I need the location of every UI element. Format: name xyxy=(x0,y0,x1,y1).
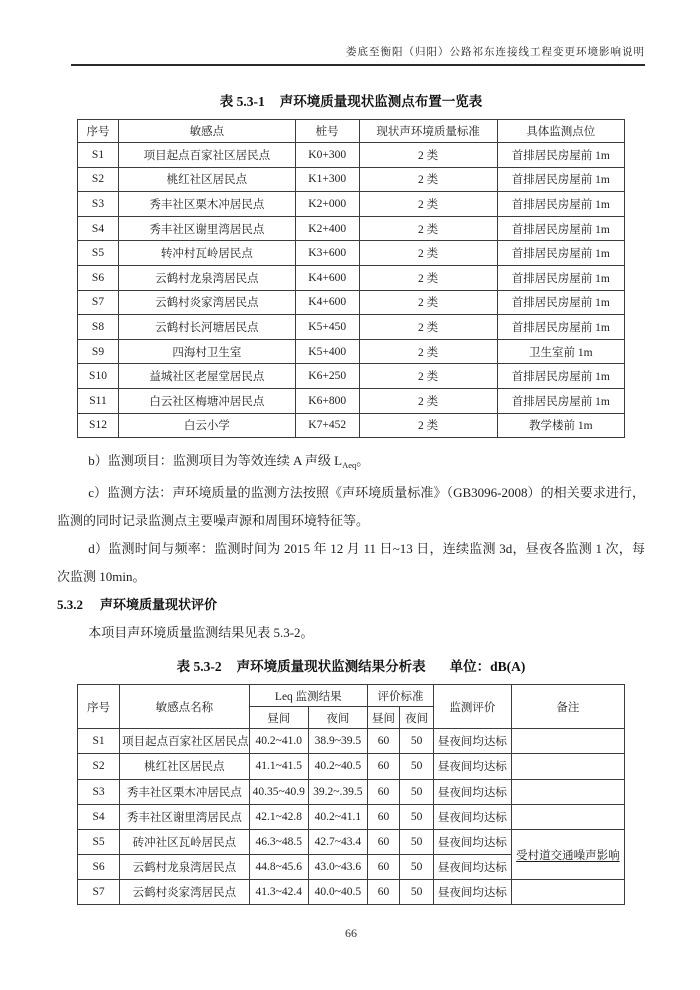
table2-title xyxy=(57,655,645,675)
table-cell: 2 类 xyxy=(359,241,497,266)
column-group-standard: 评价标准 xyxy=(367,685,433,707)
table-cell: 项目起点百家社区居民点 xyxy=(120,729,250,754)
table-cell: 白云社区梅塘冲居民点 xyxy=(119,388,296,413)
table-cell: 秀丰社区栗木冲居民点 xyxy=(120,779,250,804)
table-cell: K4+600 xyxy=(295,265,359,290)
table-cell: 秀丰社区栗木冲居民点 xyxy=(119,192,296,217)
table-cell: 首排居民房屋前 1m xyxy=(497,290,624,315)
column-header-note: 备注 xyxy=(511,685,624,729)
table-row xyxy=(78,804,625,829)
note-cell xyxy=(511,754,624,779)
table-cell: 2 类 xyxy=(359,290,497,315)
column-header-std-night: 夜间 xyxy=(400,707,434,729)
table-cell: 首排居民房屋前 1m xyxy=(497,388,624,413)
table-cell: 昼夜间均达标 xyxy=(434,754,512,779)
table-cell: S4 xyxy=(78,804,120,829)
table-cell: 首排居民房屋前 1m xyxy=(497,216,624,241)
column-header: 敏感点 xyxy=(119,120,296,143)
column-header: 具体监测点位 xyxy=(497,120,624,143)
table-row xyxy=(78,779,625,804)
table-cell: 2 类 xyxy=(359,265,497,290)
table-cell: K4+600 xyxy=(295,290,359,315)
table-cell: S10 xyxy=(78,364,119,389)
table-cell: 四海村卫生室 xyxy=(119,339,296,364)
table-cell: S6 xyxy=(78,265,119,290)
table-cell: 首排居民房屋前 1m xyxy=(497,364,624,389)
monitoring-points-table xyxy=(77,119,625,438)
table-row xyxy=(78,315,625,340)
table-cell: 转冲村瓦岭居民点 xyxy=(119,241,296,266)
page-header xyxy=(57,44,645,66)
table-cell: 益城社区老屋堂居民点 xyxy=(119,364,296,389)
column-header: 桩号 xyxy=(295,120,359,143)
table-cell: 昼夜间均达标 xyxy=(434,880,512,905)
table-row xyxy=(78,143,625,168)
paragraph-c: c）监测方法：声环境质量的监测方法按照《声环境质量标准》（GB3096-2008）的相关要求进行，监测的同时记录监测点主要噪声源和周围环境特征等。 xyxy=(57,485,645,529)
table-cell: 砖冲社区瓦岭居民点 xyxy=(120,829,250,854)
note-cell: 受村道交通噪声影响 xyxy=(511,829,624,879)
table-cell: 46.3~48.5 xyxy=(249,829,308,854)
page-number: 66 xyxy=(345,926,357,941)
table-cell: S11 xyxy=(78,388,119,413)
table-cell: 2 类 xyxy=(359,167,497,192)
table-cell: 50 xyxy=(400,729,434,754)
table-row xyxy=(78,880,625,905)
table-cell: 2 类 xyxy=(359,339,497,364)
table-cell: 秀丰社区谢里湾居民点 xyxy=(119,216,296,241)
table-cell: K6+800 xyxy=(295,388,359,413)
table-cell: K2+000 xyxy=(295,192,359,217)
table-row xyxy=(78,729,625,754)
subscript-aeq: Aeq xyxy=(342,460,357,471)
column-header-name: 敏感点名称 xyxy=(120,685,250,729)
paragraph-b xyxy=(57,447,645,479)
table-row xyxy=(78,167,625,192)
table2-title-label: 表 5.3-2 xyxy=(176,659,222,675)
table1-title-text: 声环境质量现状监测点布置一览表 xyxy=(279,94,483,109)
table-cell: 50 xyxy=(400,880,434,905)
paragraph-b-end: 。 xyxy=(356,453,370,469)
table2-title-text: 声环境质量现状监测结果分析表 xyxy=(236,659,426,675)
table-cell: S2 xyxy=(78,754,120,779)
table-cell: K5+450 xyxy=(295,315,359,340)
paragraph-b-text: b）监测项目：监测项目为等效连续 A 声级 L xyxy=(88,453,343,469)
table-cell: 42.7~43.4 xyxy=(308,829,367,854)
column-header-index: 序号 xyxy=(78,685,120,729)
paragraph-intro-table2: 本项目声环境质量监测结果见表 5.3-2。 xyxy=(88,625,314,641)
table-cell: 44.8~45.6 xyxy=(249,855,308,880)
table-cell: 昼夜间均达标 xyxy=(434,855,512,880)
table-row xyxy=(78,754,625,779)
table-cell: K5+400 xyxy=(295,339,359,364)
table1-title-label: 表 5.3-1 xyxy=(219,94,265,109)
table-row xyxy=(78,265,625,290)
table-cell: K3+600 xyxy=(295,241,359,266)
table-cell: 昼夜间均达标 xyxy=(434,829,512,854)
table-cell: 2 类 xyxy=(359,388,497,413)
table-cell: S4 xyxy=(78,216,119,241)
table1-header-row xyxy=(78,120,625,143)
table-cell: 首排居民房屋前 1m xyxy=(497,192,624,217)
table-row xyxy=(78,829,625,854)
table-cell: S1 xyxy=(78,729,120,754)
table2-unit-label: 单位：dB(A) xyxy=(449,659,526,675)
table-row xyxy=(78,413,625,438)
table-cell: 40.35~40.9 xyxy=(249,779,308,804)
table-cell: 50 xyxy=(400,829,434,854)
table-cell: 首排居民房屋前 1m xyxy=(497,167,624,192)
table-cell: S5 xyxy=(78,241,119,266)
column-header-std-day: 昼间 xyxy=(367,707,399,729)
column-header-leq-night: 夜间 xyxy=(308,707,367,729)
table-cell: 60 xyxy=(367,754,399,779)
section-number: 5.3.2 xyxy=(57,597,83,613)
table-cell: 40.2~41.1 xyxy=(308,804,367,829)
table-cell: 40.0~40.5 xyxy=(308,880,367,905)
table-cell: S1 xyxy=(78,143,119,168)
table-cell: 40.2~41.0 xyxy=(249,729,308,754)
table-cell: 60 xyxy=(367,855,399,880)
note-cell xyxy=(511,804,624,829)
paragraph-d: d）监测时间与频率：监测时间为 2015 年 12 月 11 日~13 日，连续监测 3d，昼夜各监测 1 次，每次监测 10min。 xyxy=(57,541,645,585)
table-cell: 42.1~42.8 xyxy=(249,804,308,829)
table-cell: 60 xyxy=(367,829,399,854)
table-cell: S8 xyxy=(78,315,119,340)
table-cell: 云鹤村龙泉湾居民点 xyxy=(119,265,296,290)
table-cell: 首排居民房屋前 1m xyxy=(497,143,624,168)
table-cell: K2+400 xyxy=(295,216,359,241)
table-cell: K0+300 xyxy=(295,143,359,168)
table-row xyxy=(78,388,625,413)
table-cell: 卫生室前 1m xyxy=(497,339,624,364)
table-row xyxy=(78,364,625,389)
table-cell: 2 类 xyxy=(359,216,497,241)
table-cell: 39.2~.39.5 xyxy=(308,779,367,804)
table-cell: 43.0~43.6 xyxy=(308,855,367,880)
column-header: 现状声环境质量标准 xyxy=(359,120,497,143)
table-cell: K6+250 xyxy=(295,364,359,389)
table2-header-row-1 xyxy=(78,685,625,707)
table-cell: 60 xyxy=(367,804,399,829)
table-cell: 40.2~40.5 xyxy=(308,754,367,779)
table-cell: 首排居民房屋前 1m xyxy=(497,315,624,340)
monitoring-results-table xyxy=(77,684,625,905)
table-cell: 50 xyxy=(400,779,434,804)
table-row xyxy=(78,290,625,315)
table1-title xyxy=(57,90,645,110)
table-cell: 云鹤村长河塘居民点 xyxy=(119,315,296,340)
column-group-leq: Leq 监测结果 xyxy=(249,685,367,707)
table-cell: 50 xyxy=(400,804,434,829)
table-cell: 2 类 xyxy=(359,143,497,168)
table-cell: S6 xyxy=(78,855,120,880)
table-cell: 60 xyxy=(367,880,399,905)
column-header-leq-day: 昼间 xyxy=(249,707,308,729)
table-cell: 41.3~42.4 xyxy=(249,880,308,905)
note-cell xyxy=(511,880,624,905)
table-row xyxy=(78,241,625,266)
section-heading-5-3-2 xyxy=(57,591,645,619)
note-cell xyxy=(511,729,624,754)
table-row xyxy=(78,339,625,364)
table-cell: S3 xyxy=(78,779,120,804)
table-cell: 50 xyxy=(400,754,434,779)
column-header: 序号 xyxy=(78,120,119,143)
table-cell: 白云小学 xyxy=(119,413,296,438)
table-cell: 2 类 xyxy=(359,364,497,389)
table-cell: 云鹤村炎家湾居民点 xyxy=(120,880,250,905)
table-cell: 首排居民房屋前 1m xyxy=(497,265,624,290)
table-cell: S2 xyxy=(78,167,119,192)
table-cell: 首排居民房屋前 1m xyxy=(497,241,624,266)
table-cell: 云鹤村龙泉湾居民点 xyxy=(120,855,250,880)
table-cell: 云鹤村炎家湾居民点 xyxy=(119,290,296,315)
table-cell: 60 xyxy=(367,779,399,804)
table-cell: S12 xyxy=(78,413,119,438)
table-cell: 2 类 xyxy=(359,192,497,217)
table-cell: 项目起点百家社区居民点 xyxy=(119,143,296,168)
note-cell xyxy=(511,779,624,804)
table-cell: 昼夜间均达标 xyxy=(434,779,512,804)
header-rule xyxy=(71,64,645,66)
table-cell: 昼夜间均达标 xyxy=(434,804,512,829)
section-title: 声环境质量现状评价 xyxy=(100,597,218,613)
table-cell: 桃红社区居民点 xyxy=(119,167,296,192)
table-cell: S5 xyxy=(78,829,120,854)
table-cell: K7+452 xyxy=(295,413,359,438)
header-title: 娄底至衡阳（归阳）公路祁东连接线工程变更环境影响说明 xyxy=(346,47,645,58)
column-header-evaluation: 监测评价 xyxy=(434,685,512,729)
table-cell: S7 xyxy=(78,290,119,315)
table-cell: 50 xyxy=(400,855,434,880)
table-row xyxy=(78,192,625,217)
table-row xyxy=(78,216,625,241)
table-cell: 2 类 xyxy=(359,413,497,438)
table-cell: S9 xyxy=(78,339,119,364)
table-cell: 教学楼前 1m xyxy=(497,413,624,438)
table-cell: 昼夜间均达标 xyxy=(434,729,512,754)
table-cell: S7 xyxy=(78,880,120,905)
table-cell: S3 xyxy=(78,192,119,217)
table-cell: 秀丰社区谢里湾居民点 xyxy=(120,804,250,829)
table-cell: 2 类 xyxy=(359,315,497,340)
table-cell: 桃红社区居民点 xyxy=(120,754,250,779)
table-cell: 60 xyxy=(367,729,399,754)
table-cell: 38.9~39.5 xyxy=(308,729,367,754)
table-cell: 41.1~41.5 xyxy=(249,754,308,779)
table-cell: K1+300 xyxy=(295,167,359,192)
